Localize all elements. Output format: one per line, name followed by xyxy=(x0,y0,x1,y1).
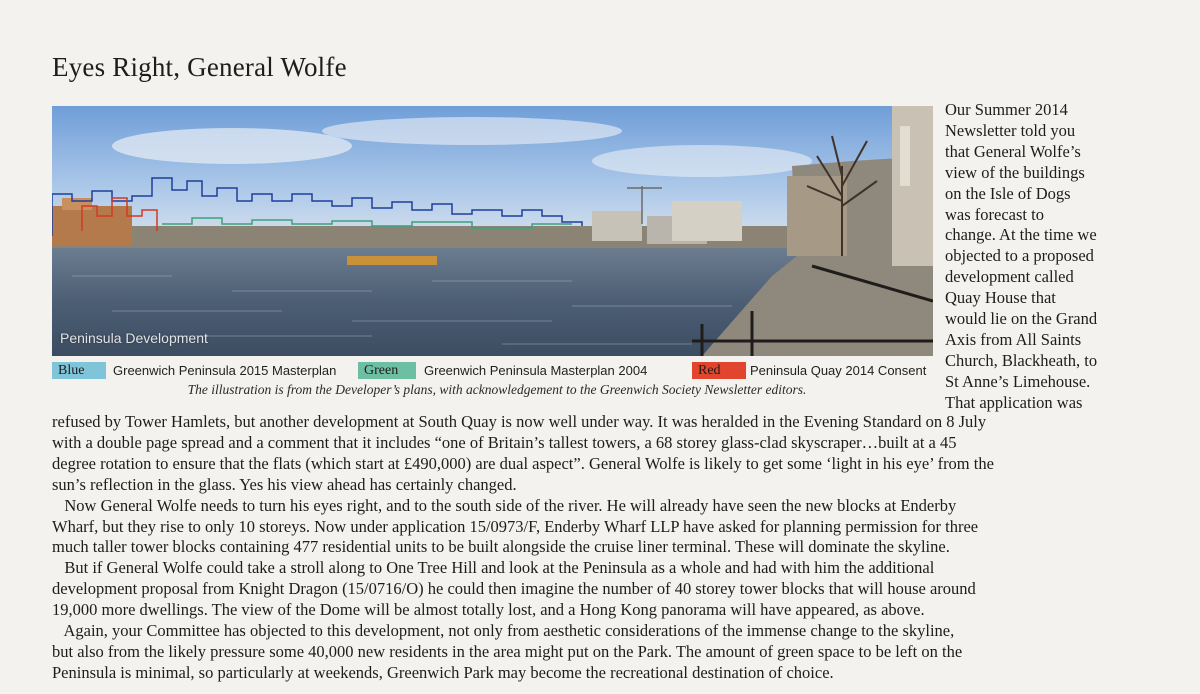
legend-swatch-red: Red xyxy=(692,362,746,379)
body-line: 19,000 more dwellings. The view of the Dome will be almost totally lost, and a Hong Kong panorama will have appeared, as above. xyxy=(52,600,925,620)
legend-swatch-green: Green xyxy=(358,362,416,379)
legend-swatch-blue: Blue xyxy=(52,362,106,379)
photo-watermark: Peninsula Development xyxy=(60,330,208,346)
side-line: change. At the time we xyxy=(945,225,1097,245)
side-line: Newsletter told you xyxy=(945,120,1076,140)
side-line: was forecast to xyxy=(945,204,1044,224)
photo-legend xyxy=(52,362,942,380)
photo-caption: The illustration is from the Developer’s plans, with acknowledgement to the Greenwich Society Newsletter editors. xyxy=(187,382,807,397)
body-line: sun’s reflection in the glass. Yes his view ahead has certainly changed. xyxy=(52,474,517,494)
body-line: refused by Tower Hamlets, but another development at South Quay is now well under way. It was heralded in the Evening Standard on 8 July xyxy=(52,412,987,431)
body-line: with a double page spread and a comment that it includes “one of Britain’s tallest towers, a 68 storey glass-clad skyscraper…built at a 45 xyxy=(52,432,957,452)
side-column-text xyxy=(945,100,1125,414)
legend-label-red: Peninsula Quay 2014 Consent xyxy=(750,363,927,378)
body-line: but also from the likely pressure some 40,000 new residents in the area might put on the Park. The amount of green space to be left on the xyxy=(52,641,963,661)
side-line: development called xyxy=(945,267,1074,287)
body-line: Peninsula is minimal, so particularly at weekends, Greenwich Park may become the recreational destination of choice. xyxy=(52,662,834,682)
body-line: Again, your Committee has objected to this development, not only from aesthetic considerations of the immense change to the skyline, xyxy=(52,621,955,641)
article-title: Eyes Right, General Wolfe xyxy=(52,52,347,82)
side-line: that General Wolfe’s xyxy=(945,141,1081,161)
river-panorama-photo xyxy=(52,106,933,356)
side-line: would lie on the Grand xyxy=(945,309,1098,329)
body-line: development proposal from Knight Dragon (15/0716/O) he could then imagine the number of 40 storey tower blocks that will house around xyxy=(52,579,976,599)
side-line: on the Isle of Dogs xyxy=(945,183,1071,203)
side-line: view of the buildings xyxy=(945,162,1085,182)
side-line: St Anne’s Limehouse. xyxy=(945,371,1091,391)
article-body xyxy=(52,412,1132,684)
side-line: objected to a proposed xyxy=(945,246,1094,266)
legend-label-green: Greenwich Peninsula Masterplan 2004 xyxy=(424,363,648,378)
body-line: But if General Wolfe could take a stroll along to One Tree Hill and look at the Peninsula as a whole and had with him the additional xyxy=(52,558,935,578)
side-line: Quay House that xyxy=(945,288,1056,308)
body-line: much taller tower blocks containing 477 residential units to be built alongside the cruise liner terminal. These will dominate the skyline. xyxy=(52,537,950,557)
panorama-illustration xyxy=(52,106,933,356)
side-line: Church, Blackheath, to xyxy=(945,350,1098,370)
body-line: Now General Wolfe needs to turn his eyes right, and to the south side of the river. He will already have seen the new blocks at Enderby xyxy=(52,495,957,515)
legend-label-blue: Greenwich Peninsula 2015 Masterplan xyxy=(113,363,337,378)
side-line: Axis from All Saints xyxy=(945,329,1082,349)
side-line: Our Summer 2014 xyxy=(945,100,1068,119)
side-line: That application was xyxy=(945,392,1083,412)
body-line: Wharf, but they rise to only 10 storeys. Now under application 15/0973/F, Enderby Wharf LLP have asked for planning permission for three xyxy=(52,516,979,536)
body-line: degree rotation to ensure that the flats (which start at £490,000) are dual aspect”. General Wolfe is likely to get some ‘light in his eye’ from the xyxy=(52,453,994,473)
